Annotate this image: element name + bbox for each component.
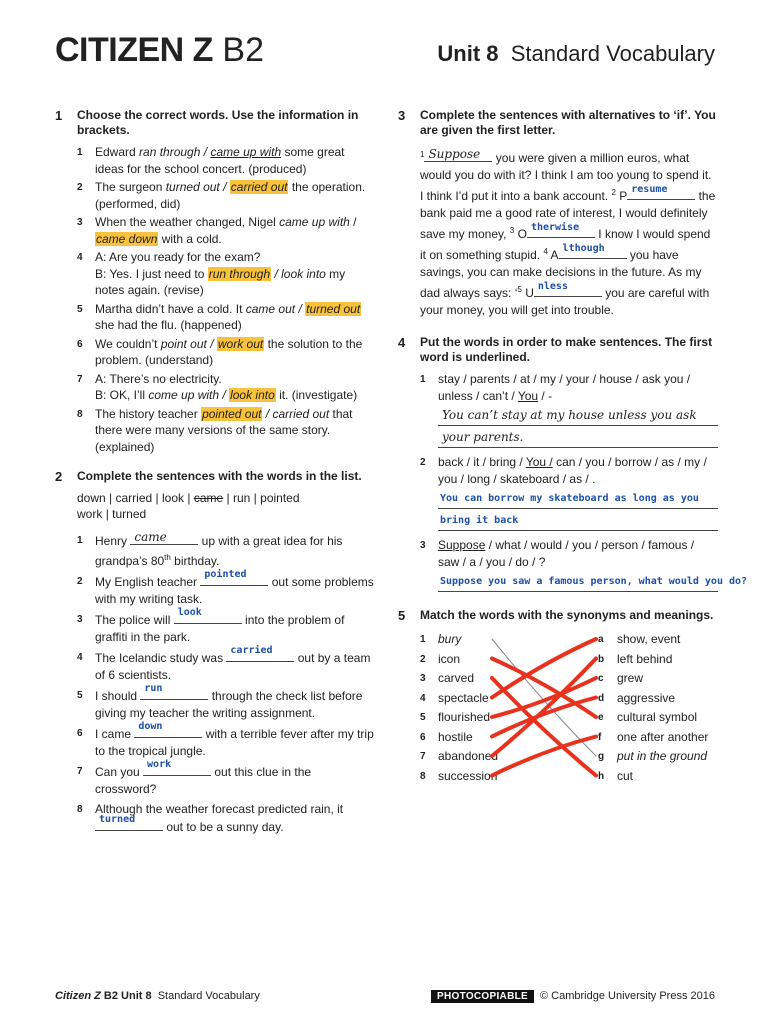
answer-line[interactable]: You can’t stay at my house unless you ask xyxy=(438,408,718,426)
footer-title: Citizen Z B2 Unit 8 Standard Vocabulary xyxy=(55,990,260,1002)
exercise-instruction: Complete the sentences with alternatives to ‘if’. You are given the first letter. xyxy=(420,108,716,137)
list-item: 8 The history teacher pointed out / carried out that there were many versions of the same story. (explained) xyxy=(77,406,353,454)
list-item: 1 stay / parents / at / my / your / house / ask you / unless / can’t / You / - You can’t stay at my house unless you ask your parents. xyxy=(420,371,718,448)
answer-line[interactable]: bring it back xyxy=(438,513,718,531)
exercise-number: 3 xyxy=(398,108,406,123)
match-row: 7 abandoned g put in the ground xyxy=(420,749,708,763)
answer-blank[interactable]: lthough xyxy=(559,246,627,259)
answer-blank[interactable]: nless xyxy=(534,284,602,297)
exercise-number: 4 xyxy=(398,335,406,350)
answer-blank[interactable]: work xyxy=(143,763,211,776)
exercise-5 xyxy=(398,608,718,781)
list-item: 6 I came down with a terrible fever after my trip to the tropical jungle. xyxy=(77,721,374,758)
footer-copyright: PHOTOCOPIABLE © Cambridge University Press 2016 xyxy=(431,990,715,1002)
answer-blank[interactable]: pointed xyxy=(200,573,268,586)
right-column xyxy=(398,108,748,793)
answer-blank[interactable]: Suppose xyxy=(424,149,492,162)
list-item: 2 The surgeon turned out / carried out the operation. (performed, did) xyxy=(77,180,366,211)
answer-blank[interactable]: look xyxy=(174,611,242,624)
page-header xyxy=(55,30,715,80)
exercise-instruction: Choose the correct words. Use the information in brackets. xyxy=(77,108,359,137)
answer-blank[interactable]: came xyxy=(130,532,198,545)
list-item: 1 Edward ran through / came up with some great ideas for the school concert. (produced) xyxy=(77,145,345,176)
answer-blank[interactable]: carried xyxy=(226,649,294,662)
answer-blank[interactable]: therwise xyxy=(527,225,595,238)
exercise-instruction: Complete the sentences with the words in the list. xyxy=(77,469,362,483)
list-item: 3 When the weather changed, Nigel came up with / came down with a cold. xyxy=(77,215,357,246)
list-item: 2 My English teacher pointed out some problems with my writing task. xyxy=(77,569,374,606)
exercise-3 xyxy=(398,108,718,319)
answer-line[interactable]: your parents. xyxy=(438,430,718,448)
answer-line[interactable]: Suppose you saw a famous person, what would you do? xyxy=(438,574,718,592)
photocopiable-badge: PHOTOCOPIABLE xyxy=(431,990,534,1003)
exercise-2 xyxy=(55,469,375,835)
answer-blank[interactable]: down xyxy=(134,725,202,738)
match-row: 3 carved c grew xyxy=(420,671,644,685)
exercise-instruction: Put the words in order to make sentences. The first word is underlined. xyxy=(420,335,713,364)
list-item: 7 A: There’s no electricity. B: OK, I’ll come up with / look into it. (investigate) xyxy=(77,371,358,402)
exercise-number: 5 xyxy=(398,608,406,623)
list-item: 3 The police will look into the problem of graffiti in the park. xyxy=(77,607,345,644)
brand-title: CITIZEN Z B2 xyxy=(55,31,264,69)
cloze-paragraph: $^1$ Suppose you were given a million euros, what would you do with it? I think I am too young to spend it. I think I’d put it into a bank account. $^2$ P resume the bank paid me a good rate of interest, I would definitely save my money, $^3$ O therwise I know I would spend it on something stupid. $^4$ A lthough you have savings, you can make decisions in the future. As my dad always says: ‘$^5$ U nless you are careful with your money, you will get into trouble. xyxy=(420,147,716,317)
list-item: 4 A: Are you ready for the exam? B: Yes. I just need to run through / look into my notes again. (revise) xyxy=(77,250,346,297)
exercise-4 xyxy=(398,335,748,592)
match-row: 1 bury a show, event xyxy=(420,632,681,646)
exercise-number: 1 xyxy=(55,108,63,123)
match-row: 8 succession h cut xyxy=(420,768,634,783)
matching-area xyxy=(420,631,718,781)
list-item: 5 Martha didn’t have a cold. It came out / turned out she had the flu. (happened) xyxy=(77,301,361,332)
left-column xyxy=(55,108,375,847)
exercise-1 xyxy=(55,108,375,455)
list-item: 6 We couldn’t point out / work out the solution to the problem. (understand) xyxy=(77,336,363,367)
list-item: 8 Although the weather forecast predicted rain, it turned out to be a sunny day. xyxy=(77,802,344,834)
answer-blank[interactable]: run xyxy=(140,687,208,700)
list-item: 5 I should run through the check list before giving my teacher the writing assignment. xyxy=(77,683,363,720)
exercise-instruction: Match the words with the synonyms and meanings. xyxy=(420,608,714,622)
list-item: 4 The Icelandic study was carried out by a team of 6 scientists. xyxy=(77,645,371,682)
match-row: 4 spectacle d aggressive xyxy=(420,690,676,705)
unit-title: Unit 8 Standard Vocabulary xyxy=(437,41,715,66)
answer-line[interactable]: You can borrow my skateboard as long as you xyxy=(438,491,718,509)
match-row: 5 flourished e cultural symbol xyxy=(420,710,698,724)
word-list: down | carried | look | came | run | pointed work | turned xyxy=(77,491,300,521)
answer-blank[interactable]: resume xyxy=(627,187,695,200)
list-item: 7 Can you work out this clue in the crossword? xyxy=(77,759,312,796)
answer-blank[interactable]: turned xyxy=(95,818,163,831)
list-item: 2 back / it / bring / You / can / you / borrow / as / my / you / long / skateboard / as / . You can borrow my skateboard as long as you bring it back xyxy=(420,454,718,531)
list-item: 3 Suppose / what / would / you / person / famous / saw / a / you / do / ? Suppose you saw a famous person, what would you do? xyxy=(420,537,718,592)
match-row: 2 icon b left behind xyxy=(420,651,673,666)
list-item: 1 Henry came up with a great idea for his grandpa’s 80th birthday. xyxy=(77,530,343,568)
match-row: 6 hostile f one after another xyxy=(420,729,709,744)
exercise-number: 2 xyxy=(55,469,63,484)
